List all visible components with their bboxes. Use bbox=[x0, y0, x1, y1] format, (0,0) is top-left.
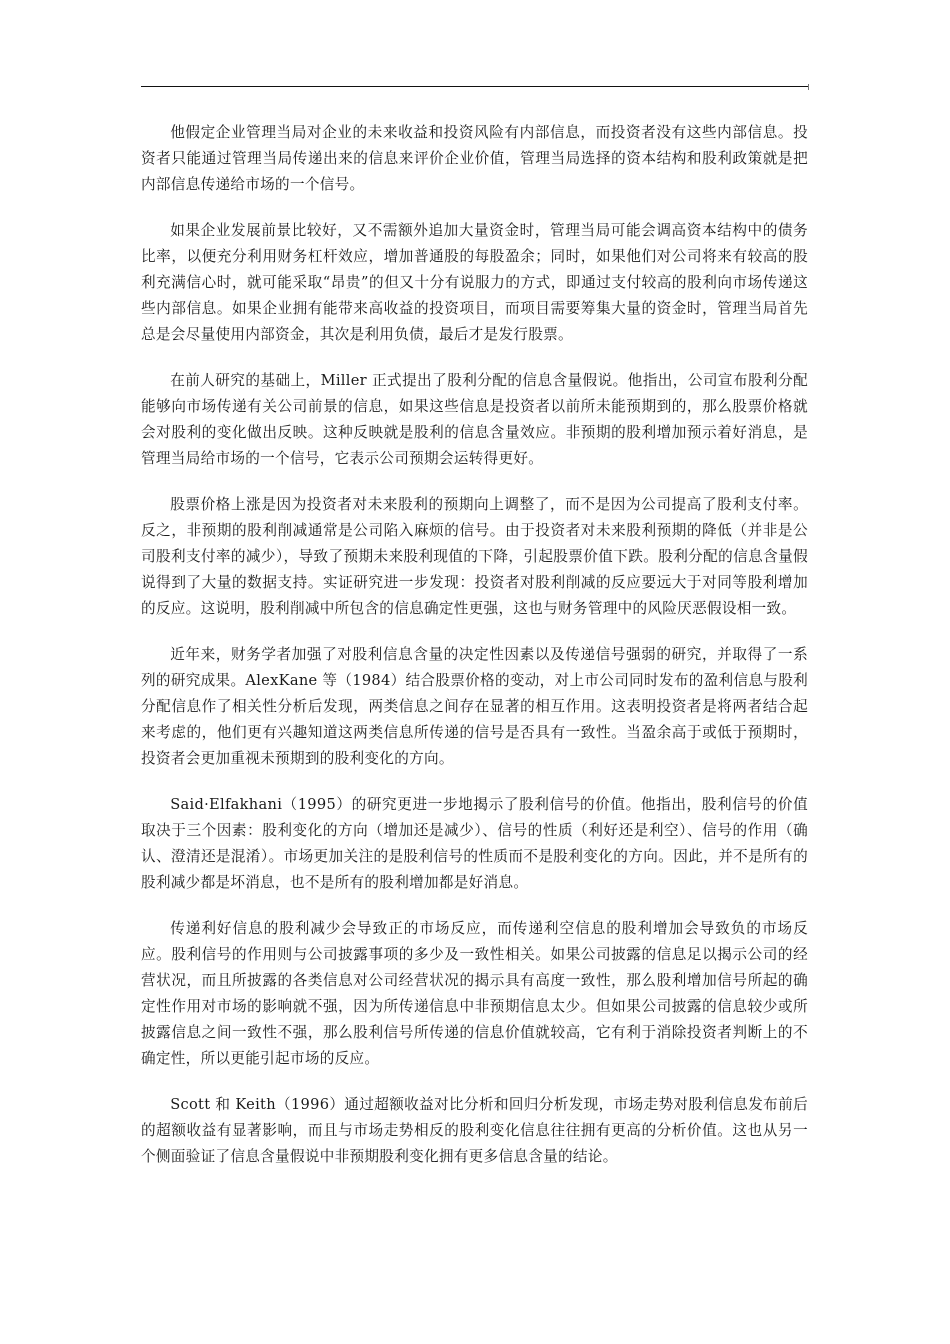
paragraph-8: Scott 和 Keith（1996）通过超额收益对比分析和回归分析发现，市场走势对股利信息发布前后的超额收益有显著影响，而且与市场走势相反的股利变化信息往往拥有更高的分析价值。这也从另一个侧面验证了信息含量假说中非预期股利变化拥有更多信息含量的结论。 bbox=[141, 1096, 808, 1165]
paragraph-3: 在前人研究的基础上，Miller 正式提出了股利分配的信息含量假说。他指出，公司宣布股利分配能够向市场传递有关公司前景的信息，如果这些信息是投资者以前所未能预期到的，那么股票价格就会对股利的变化做出反映。这种反映就是股利的信息含量效应。非预期的股利增加预示着好消息，是管理当局给市场的一个信号，它表示公司预期会运转得更好。 bbox=[141, 372, 808, 467]
paragraph-7: 传递利好信息的股利减少会导致正的市场反应，而传递利空信息的股利增加会导致负的市场反应。股利信号的作用则与公司披露事项的多少及一致性相关。如果公司披露的信息足以揭示公司的经营状况，而且所披露的各类信息对公司经营状况的揭示具有高度一致性，那么股利增加信号所起的确定性作用对市场的影响就不强，因为所传递信息中非预期信息太少。但如果公司披露的信息较少或所披露信息之间一致性不强，那么股利信号所传递的信息价值就较高，它有利于消除投资者判断上的不确定性，所以更能引起市场的反应。 bbox=[141, 920, 808, 1067]
paragraph-6: Said·Elfakhani（1995）的研究更进一步地揭示了股利信号的价值。他指出，股利信号的价值取决于三个因素：股利变化的方向（增加还是减少）、信号的性质（利好还是利空）、信号的作用（确认、澄清还是混淆）。市场更加关注的是股利信号的性质而不是股利变化的方向。因此，并不是所有的股利减少都是坏消息，也不是所有的股利增加都是好消息。 bbox=[141, 796, 808, 891]
paragraph-5: 近年来，财务学者加强了对股利信息含量的决定性因素以及传递信号强弱的研究，并取得了一系列的研究成果。AlexKane 等（1984）结合股票价格的变动，对上市公司同时发布的盈利信息与股利分配信息作了相关性分析后发现，两类信息之间存在显著的相互作用。这表明投资者是将两者结合起来考虑的，他们更有兴趣知道这两类信息所传递的信号是否具有一致性。当盈余高于或低于预期时，投资者会更加重视未预期到的股利变化的方向。 bbox=[141, 646, 808, 767]
header-rule bbox=[141, 86, 808, 87]
paragraph-4: 股票价格上涨是因为投资者对未来股利的预期向上调整了，而不是因为公司提高了股利支付率。反之，非预期的股利削减通常是公司陷入麻烦的信号。由于投资者对未来股利预期的降低（并非是公司股利支付率的减少），导致了预期未来股利现值的下降，引起股票价值下跌。股利分配的信息含量假说得到了大量的数据支持。实证研究进一步发现：投资者对股利削减的反应要远大于对同等股利增加的反应。这说明，股利削减中所包含的信息确定性更强，这也与财务管理中的风险厌恶假设相一致。 bbox=[141, 496, 808, 617]
header-rule-end-mark bbox=[808, 84, 809, 90]
paragraph-2: 如果企业发展前景比较好，又不需额外追加大量资金时，管理当局可能会调高资本结构中的债务比率，以便充分利用财务杠杆效应，增加普通股的每股盈余；同时，如果他们对公司将来有较高的股利充满信心时，就可能采取“昂贵”的但又十分有说服力的方式，即通过支付较高的股利向市场传递这些内部信息。如果企业拥有能带来高收益的投资项目，而项目需要筹集大量的资金时，管理当局首先总是会尽量使用内部资金，其次是利用负债，最后才是发行股票。 bbox=[141, 222, 808, 343]
body-text bbox=[141, 120, 808, 1190]
paragraph-1: 他假定企业管理当局对企业的未来收益和投资风险有内部信息，而投资者没有这些内部信息。投资者只能通过管理当局传递出来的信息来评价企业价值，管理当局选择的资本结构和股利政策就是把内部信息传递给市场的一个信号。 bbox=[141, 124, 808, 193]
